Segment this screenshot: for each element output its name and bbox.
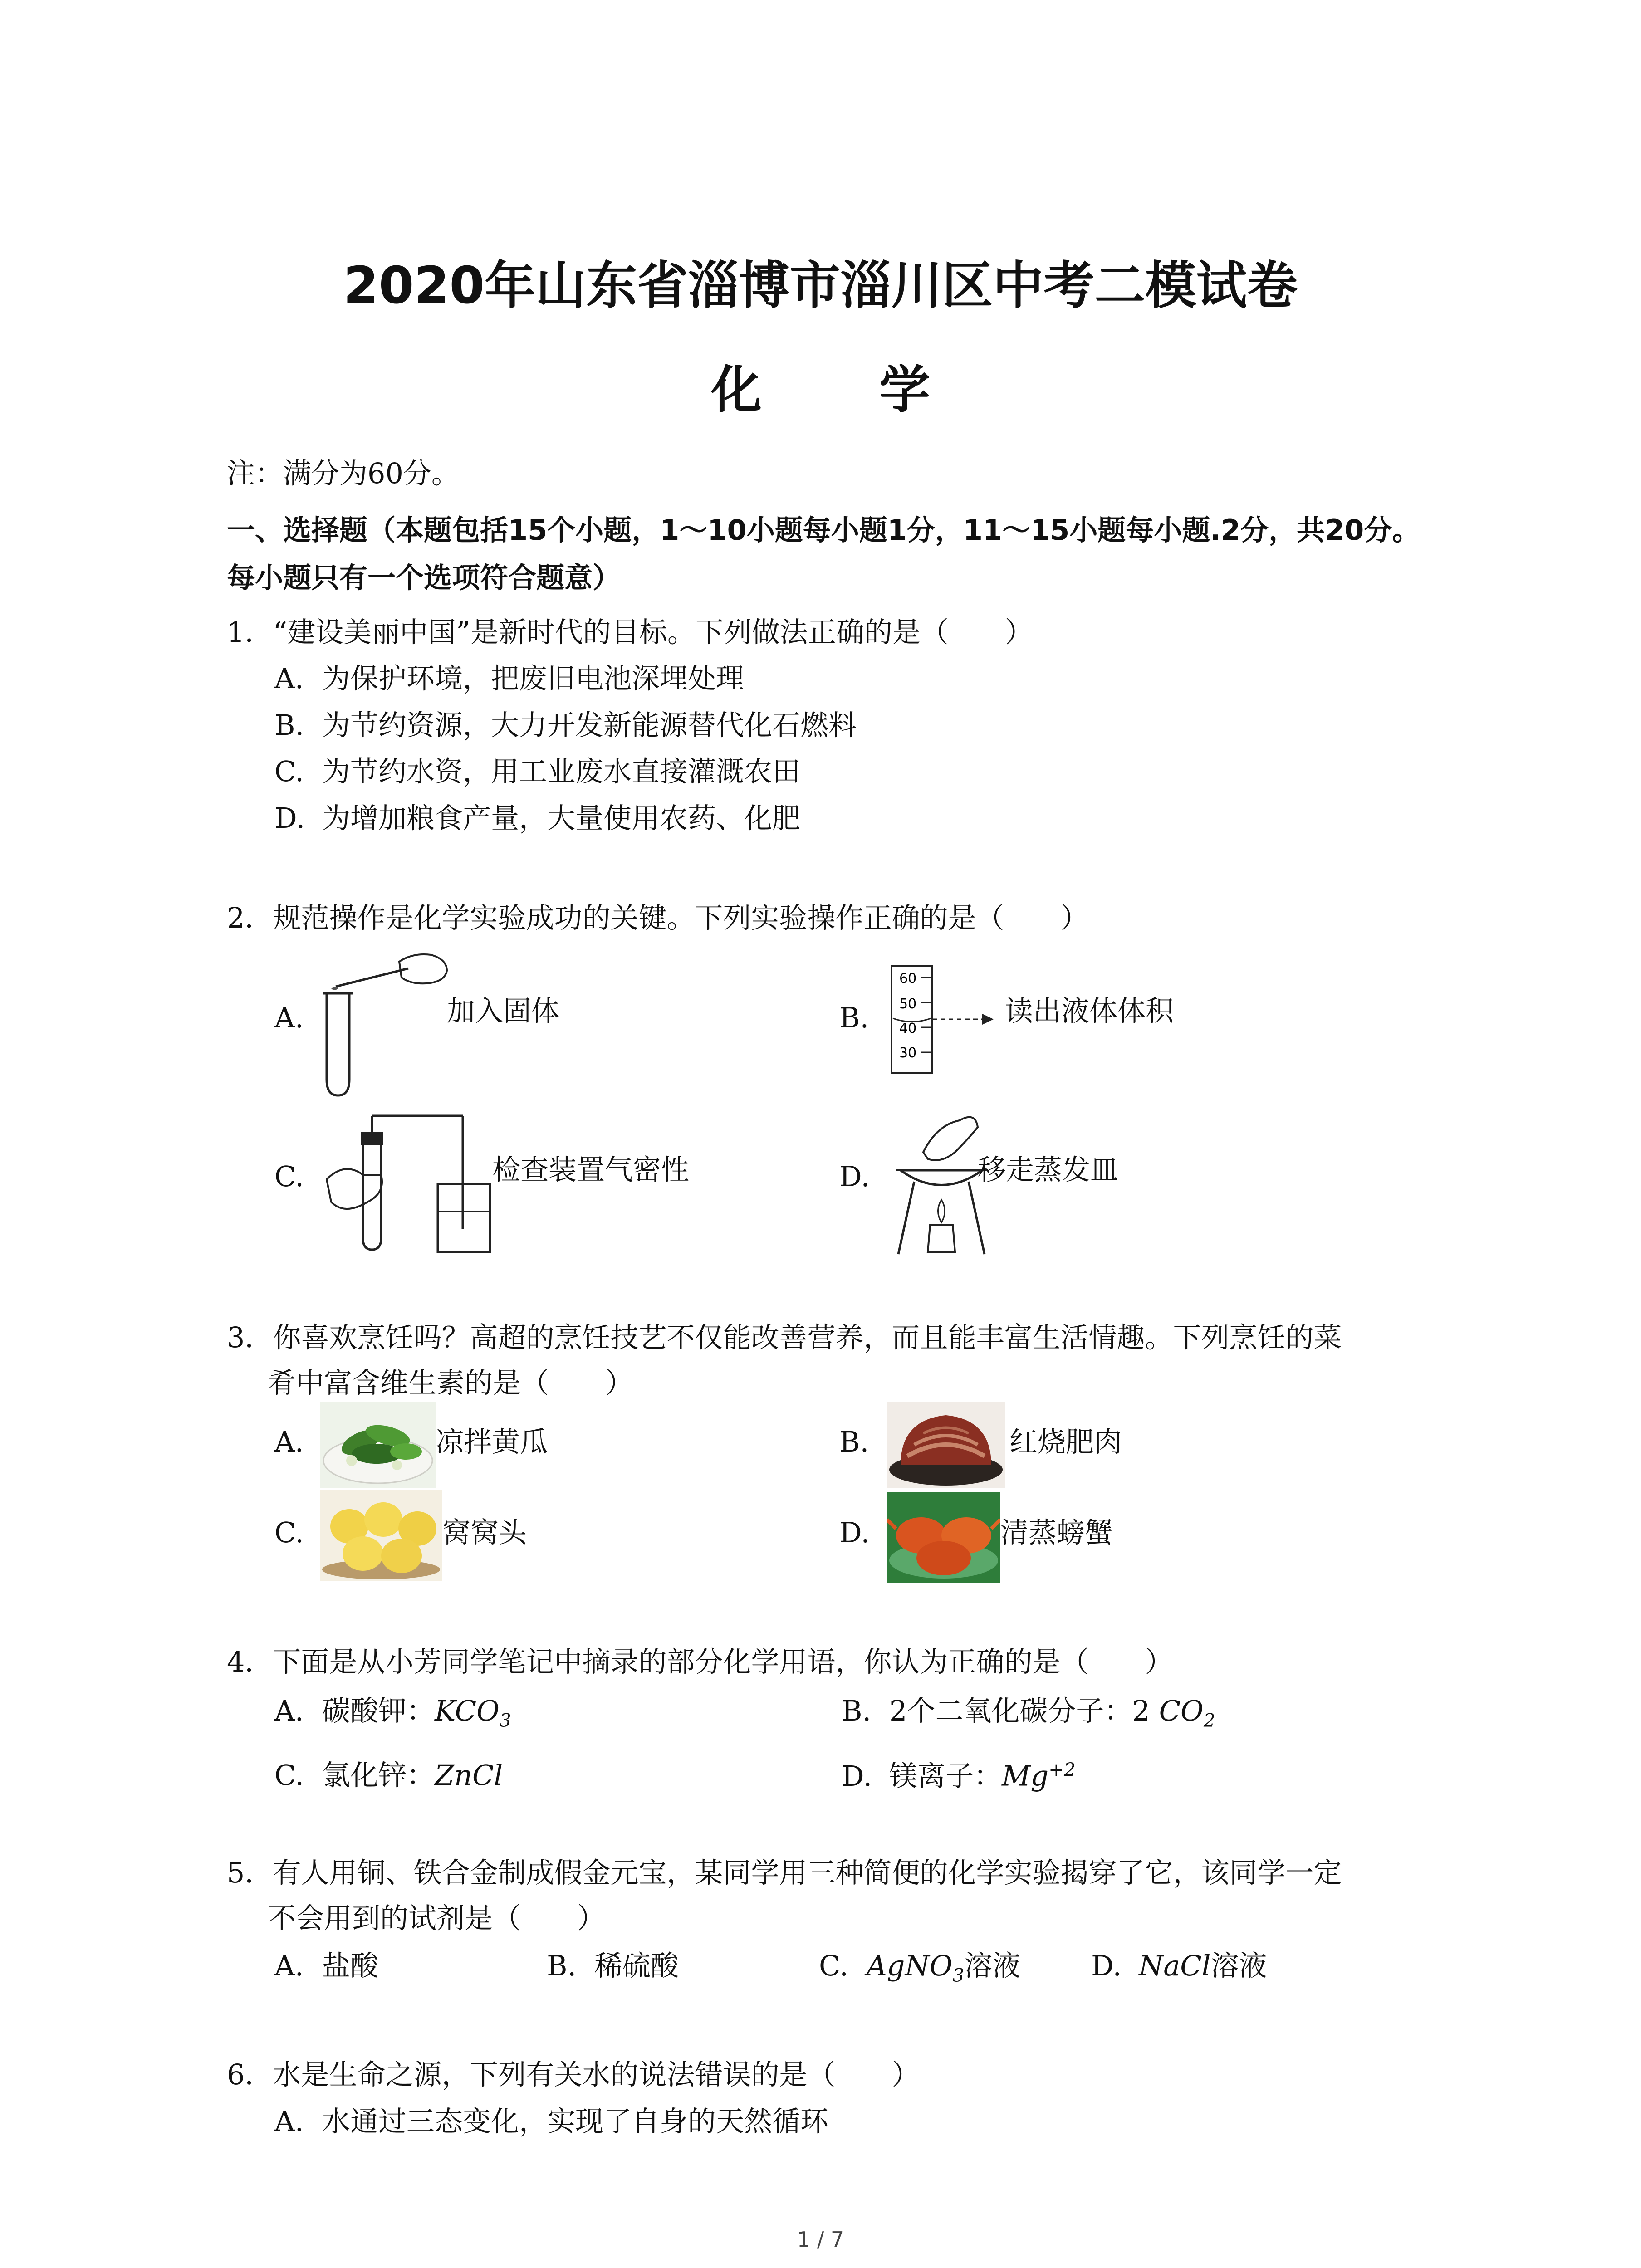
question-6-stem: 6．水是生命之源，下列有关水的说法错误的是（ ） (227, 2058, 920, 2091)
airtightness-check-apparatus-illustration (318, 1107, 499, 1256)
question-2-option-c-label: C. (274, 1160, 304, 1193)
question-4-stem: 4．下面是从小芳同学笔记中摘录的部分化学用语，你认为正确的是（ ） (227, 1645, 1173, 1678)
question-2-option-a-label: A. (274, 1001, 304, 1034)
question-3-option-d-label: D. (839, 1516, 870, 1549)
section-heading-line1: 一、选择题（本题包括15个小题，1～10小题每小题1分，11～15小题每小题.2分，共20分。 (227, 513, 1421, 547)
question-4-option-c: C. 氯化锌：ZnCl (274, 1759, 503, 1792)
evaporating-dish-on-stand-illustration (892, 1102, 991, 1256)
test-tube-adding-solid-illustration (318, 943, 449, 1102)
question-2-option-a-text: 加入固体 (447, 994, 560, 1027)
question-4-option-a: A. 碳酸钾：$KCO_3$ (274, 1694, 511, 1731)
question-1-stem: 1．“建设美丽中国”是新时代的目标。下列做法正确的是（ ） (227, 616, 1033, 649)
wowotou-photo (320, 1490, 442, 1581)
question-1-option-b: B. 为节约资源，大力开发新能源替代化石燃料 (274, 709, 857, 742)
braised-pork-photo (887, 1402, 1005, 1488)
svg-text:30: 30 (899, 1045, 917, 1061)
question-5-option-c: C. AgNO$_3$溶液 (819, 1949, 1021, 1986)
page-number: 1 / 7 (797, 2227, 844, 2252)
question-3-option-b-text: 红烧肥肉 (1009, 1425, 1122, 1458)
question-4-option-d: D. 镁离子：$Mg^{+2}$ (842, 1759, 1076, 1793)
question-2-stem: 2．规范操作是化学实验成功的关键。下列实验操作正确的是（ ） (227, 901, 1089, 934)
question-3-option-a-label: A. (274, 1425, 304, 1458)
question-3-option-d-text: 清蒸螃蟹 (1000, 1516, 1113, 1549)
question-2-option-d-label: D. (839, 1160, 870, 1193)
question-2-option-d-text: 移走蒸发皿 (978, 1153, 1119, 1186)
question-5-option-d: D. NaCl溶液 (1091, 1949, 1267, 1982)
question-5-option-a: A. 盐酸 (274, 1949, 379, 1982)
question-3-option-a-text: 凉拌黄瓜 (436, 1425, 549, 1458)
question-3-option-c-label: C. (274, 1516, 304, 1549)
graduated-cylinder-illustration (889, 964, 1003, 1077)
svg-text:60: 60 (899, 971, 917, 987)
section-heading-line2: 每小题只有一个选项符合题意） (227, 561, 621, 594)
question-2-option-b-text: 读出液体体积 (1005, 994, 1174, 1027)
question-3-option-b-label: B. (839, 1425, 869, 1458)
question-5-stem-line1: 5．有人用铜、铁合金制成假金元宝，某同学用三种简便的化学实验揭穿了它，该同学一定 (227, 1856, 1342, 1889)
question-1-option-c: C. 为节约水资，用工业废水直接灌溉农田 (274, 755, 801, 788)
question-5-option-b: B. 稀硫酸 (547, 1949, 679, 1982)
question-1-option-a: A. 为保护环境，把废旧电池深埋处理 (274, 662, 745, 695)
svg-text:50: 50 (899, 996, 917, 1012)
svg-text:40: 40 (899, 1021, 917, 1036)
question-3-stem-line2: 肴中富含维生素的是（ ） (268, 1366, 634, 1399)
question-4-option-b: B. 2个二氧化碳分子：2 $CO_2$ (842, 1694, 1215, 1731)
question-6-option-a: A. 水通过三态变化，实现了自身的天然循环 (274, 2105, 829, 2138)
question-2-option-b-label: B. (839, 1001, 869, 1034)
subject-title: 化 学 (711, 361, 980, 420)
steamed-crab-photo (887, 1492, 1000, 1583)
question-3-stem-line1: 3．你喜欢烹饪吗？高超的烹饪技艺不仅能改善营养，而且能丰富生活情趣。下列烹饪的菜 (227, 1321, 1342, 1354)
question-3-option-c-text: 窝窝头 (442, 1516, 527, 1549)
exam-title: 2020年山东省淄博市淄川区中考二模试卷 (343, 256, 1298, 315)
score-note: 注：满分为60分。 (227, 457, 460, 490)
cucumber-salad-photo (320, 1402, 436, 1488)
question-5-stem-line2: 不会用到的试剂是（ ） (268, 1901, 606, 1935)
question-2-option-c-text: 检查装置气密性 (492, 1153, 690, 1186)
question-1-option-d: D. 为增加粮食产量，大量使用农药、化肥 (274, 802, 801, 835)
